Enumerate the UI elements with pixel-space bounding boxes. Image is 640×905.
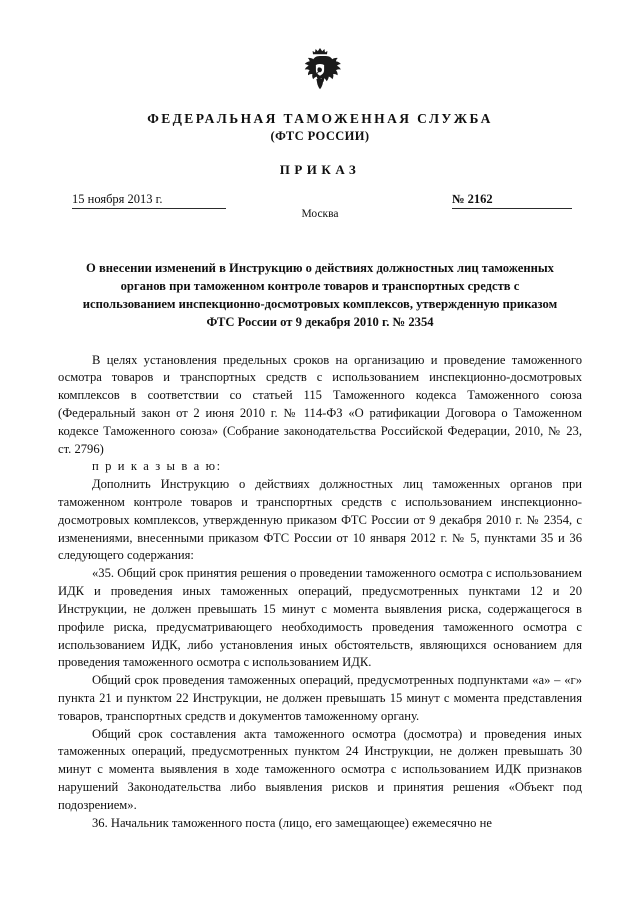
body-paragraph: В целях установления предельных сроков на организацию и проведение таможенного осмотра товаров и транспортных средств с использованием инспекционно-досмотровых комплексов в соответствии со статьей 115 Таможенного кодекса Таможенного союза (Федеральный закон от 2 июня 2010 г. № 114-ФЗ «О ратификации Договора о Таможенном кодексе Таможенного союза» (Собрание законодательства Российской Федерации, 2010, № 23, ст. 2796)	[58, 352, 582, 456]
body-paragraph: «35. Общий срок принятия решения о проведении таможенного осмотра с использованием ИДК и проведения иных таможенных операций, предусмотренных пунктами 12 и 20 Инструкции, не должен превышать 15 минут с момента выявления риска, содержащегося в профиле риска, предусматривающего необходимость проведения таможенного осмотра с использованием ИДК, либо установления иных обстоятельств, являющихся основанием для проведения таможенного осмотра с использованием ИДК.	[58, 566, 582, 670]
document-subject: О внесении изменений в Инструкцию о действиях должностных лиц таможенных органов при таможенном контроле товаров и транспортных средств с использованием инспекционно-досмотровых комплексов, утвержденную приказом ФТС России от 9 декабря 2010 г. № 2354	[82, 261, 558, 329]
document-number: № 2162	[452, 192, 572, 209]
emblem-container	[58, 46, 582, 101]
document-body	[58, 352, 582, 833]
document-city: Москва	[301, 208, 339, 220]
body-command-line: п р и к а з ы в а ю:	[92, 459, 222, 474]
document-meta-row	[58, 192, 582, 226]
body-paragraph: Общий срок проведения таможенных операций, предусмотренных подпунктами «а» – «г» пункта 21 и пунктом 22 Инструкции, не должен превышать 15 минут с момента представления товаров, транспортных средств и документов таможенному органу.	[58, 673, 582, 723]
document-date: 15 ноября 2013 г.	[72, 192, 226, 209]
russian-coat-of-arms-icon	[298, 46, 342, 96]
body-paragraph: Общий срок составления акта таможенного осмотра (досмотра) и проведения иных таможенных операций, предусмотренных пунктом 24 Инструкции, не должен превышать 30 минут с момента выявления в ходе таможенного осмотра с использованием ИДК признаков нарушений Законодательства либо выявления рисков и принятия решения «Объект под подозрением».	[58, 726, 582, 812]
body-paragraph: Дополнить Инструкцию о действиях должностных лиц таможенных органов при таможенном контроле товаров и транспортных средств с использованием инспекционно-досмотровых комплексов, утвержденную приказом ФТС России от 9 декабря 2010 г. № 2354, с изменениями, внесенными приказом ФТС России от 10 января 2012 г. № 5, пунктами 35 и 36 следующего содержания:	[58, 477, 582, 563]
organization-short-title: (ФТС РОССИИ)	[270, 129, 370, 143]
document-type-title: ПРИКАЗ	[279, 162, 361, 177]
organization-title: ФЕДЕРАЛЬНАЯ ТАМОЖЕННАЯ СЛУЖБА	[147, 111, 493, 126]
body-paragraph: 36. Начальник таможенного поста (лицо, его замещающее) ежемесячно не	[92, 815, 492, 830]
